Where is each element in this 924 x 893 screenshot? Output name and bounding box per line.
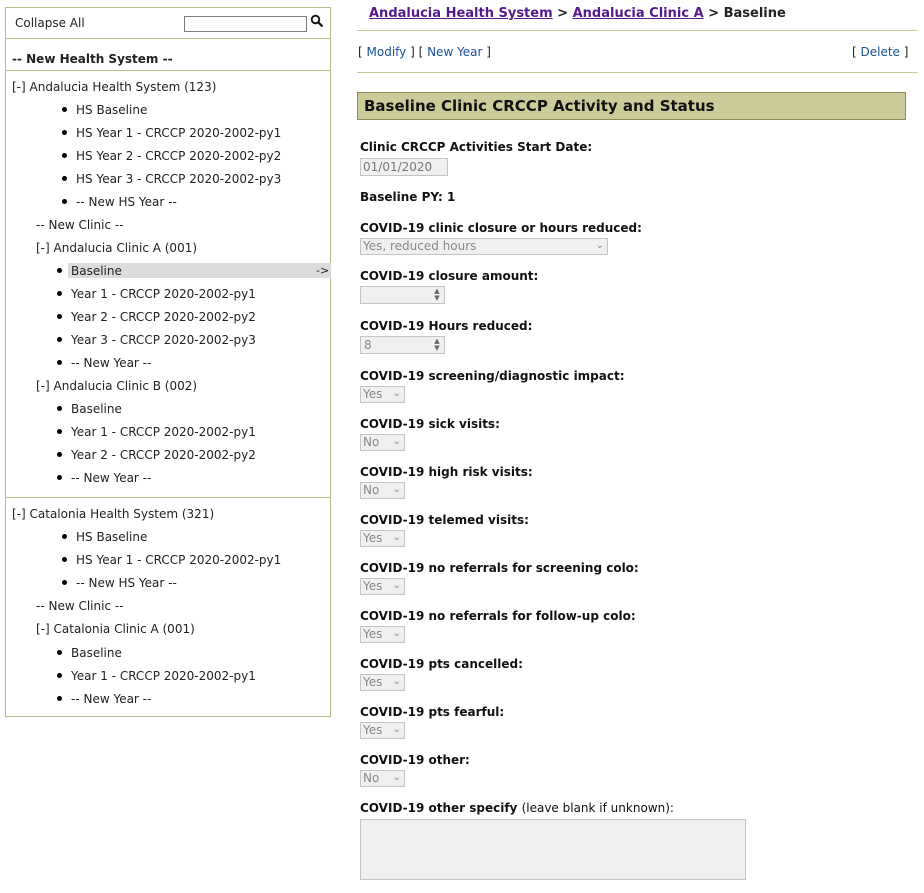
breadcrumb <box>369 6 786 21</box>
tree-search-input[interactable] <box>184 16 307 32</box>
bullet <box>57 452 62 457</box>
screening-select-value: Yes <box>363 387 383 401</box>
tree-hs-item[interactable]: HS Baseline <box>76 103 148 117</box>
closure-label: COVID-19 clinic closure or hours reduced: <box>360 221 642 235</box>
tree-year-item[interactable]: Year 1 - CRCCP 2020-2002-py1 <box>71 669 256 683</box>
tree-hs-item[interactable]: HS Year 3 - CRCCP 2020-2002-py3 <box>76 172 282 186</box>
no-referrals-screening-label: COVID-19 no referrals for screening colo: <box>360 561 639 575</box>
form-title: Baseline Clinic CRCCP Activity and Status <box>364 97 715 115</box>
breadcrumb-separator: > <box>557 6 569 21</box>
screening-select[interactable] <box>360 386 405 403</box>
delete-link[interactable]: Delete <box>860 45 900 59</box>
tree-system-andalucia[interactable]: [-] Andalucia Health System (123) <box>12 80 217 94</box>
tree-new-year[interactable]: -- New Year -- <box>71 471 152 485</box>
bullet <box>57 314 62 319</box>
hours-reduced-value: 8 <box>364 338 372 352</box>
chevron-down-icon: ⌄ <box>392 676 401 687</box>
hours-reduced-label: COVID-19 Hours reduced: <box>360 319 533 333</box>
tree-hs-item[interactable]: HS Year 2 - CRCCP 2020-2002-py2 <box>76 149 282 163</box>
bullet <box>62 153 67 158</box>
chevron-down-icon: ⌄ <box>392 724 401 735</box>
divider <box>357 30 918 31</box>
spinner-arrows-icon[interactable]: ▲ ▼ <box>434 287 440 302</box>
tree-year-item[interactable]: Baseline <box>71 402 122 416</box>
other-select-value: No <box>363 771 380 785</box>
form-title-bar <box>357 92 906 120</box>
bullet <box>57 650 62 655</box>
bullet <box>57 337 62 342</box>
pts-fearful-label: COVID-19 pts fearful: <box>360 705 505 719</box>
telemed-select-value: Yes <box>363 531 383 545</box>
tree-year-item[interactable]: Year 2 - CRCCP 2020-2002-py2 <box>71 448 256 462</box>
chevron-down-icon: ⌄ <box>392 580 401 591</box>
tree-clinic-andalucia-a[interactable]: [-] Andalucia Clinic A (001) <box>36 241 198 255</box>
action-links <box>358 45 491 59</box>
tree-clinic-andalucia-b[interactable]: [-] Andalucia Clinic B (002) <box>36 379 198 393</box>
tree-new-clinic[interactable]: -- New Clinic -- <box>36 218 124 232</box>
bracket: ] [ <box>406 45 428 59</box>
bullet <box>62 130 67 135</box>
bullet <box>57 360 62 365</box>
bracket: ] <box>899 45 909 59</box>
tree-new-year[interactable]: -- New Year -- <box>71 692 152 706</box>
other-label: COVID-19 other: <box>360 753 470 767</box>
breadcrumb-clinic-link[interactable]: Andalucia Clinic A <box>572 6 704 21</box>
modify-link[interactable]: Modify <box>366 45 407 59</box>
pts-cancelled-label: COVID-19 pts cancelled: <box>360 657 523 671</box>
other-specify-label-text: COVID-19 other specify <box>360 801 518 815</box>
bracket: ] <box>482 45 491 59</box>
new-year-link[interactable]: New Year <box>427 45 483 59</box>
bracket: [ <box>852 45 861 59</box>
breadcrumb-system-link[interactable]: Andalucia Health System <box>369 6 553 21</box>
closure-amount-label: COVID-19 closure amount: <box>360 269 539 283</box>
bullet <box>62 176 67 181</box>
chevron-down-icon: ⌄ <box>392 436 401 447</box>
pts-fearful-select[interactable] <box>360 722 405 739</box>
tree-hs-item[interactable]: HS Year 1 - CRCCP 2020-2002-py1 <box>76 553 282 567</box>
closure-select[interactable] <box>360 238 608 255</box>
sick-visits-label: COVID-19 sick visits: <box>360 417 500 431</box>
other-select[interactable] <box>360 770 405 787</box>
no-referrals-screening-value: Yes <box>363 579 383 593</box>
tree-year-item[interactable]: Year 1 - CRCCP 2020-2002-py1 <box>71 425 256 439</box>
tree-hs-item[interactable]: HS Baseline <box>76 530 148 544</box>
chevron-down-icon: ⌄ <box>392 628 401 639</box>
delete-action <box>852 45 908 59</box>
chevron-down-icon: ⌄ <box>392 388 401 399</box>
pts-fearful-value: Yes <box>363 723 383 737</box>
selected-arrow: -> <box>316 264 330 277</box>
baseline-py: Baseline PY: 1 <box>360 190 456 204</box>
bracket: [ <box>358 45 367 59</box>
bullet <box>62 557 67 562</box>
navigation-tree <box>5 7 331 717</box>
bullet <box>62 580 67 585</box>
tree-divider <box>6 497 330 498</box>
bullet <box>62 534 67 539</box>
tree-new-clinic[interactable]: -- New Clinic -- <box>36 599 124 613</box>
tree-year-item[interactable]: Year 1 - CRCCP 2020-2002-py1 <box>71 287 256 301</box>
other-specify-hint: (leave blank if unknown): <box>521 801 674 815</box>
collapse-all-link[interactable]: Collapse All <box>15 16 85 30</box>
bullet <box>57 429 62 434</box>
tree-year-item[interactable]: Year 3 - CRCCP 2020-2002-py3 <box>71 333 256 347</box>
tree-toolbar <box>6 8 330 39</box>
tree-clinic-catalonia-a[interactable]: [-] Catalonia Clinic A (001) <box>36 622 195 636</box>
breadcrumb-separator: > <box>708 6 720 21</box>
bullet <box>57 673 62 678</box>
bullet <box>62 199 67 204</box>
chevron-down-icon: ⌄ <box>392 532 401 543</box>
tree-year-item[interactable]: Year 2 - CRCCP 2020-2002-py2 <box>71 310 256 324</box>
tree-year-item[interactable]: Baseline <box>71 646 122 660</box>
no-referrals-followup-select[interactable] <box>360 626 405 643</box>
chevron-down-icon: ⌄ <box>392 484 401 495</box>
other-specify-textarea[interactable] <box>360 819 746 880</box>
bullet <box>57 475 62 480</box>
bullet <box>57 291 62 296</box>
telemed-label: COVID-19 telemed visits: <box>360 513 529 527</box>
search-icon[interactable] <box>310 14 324 28</box>
high-risk-select-value: No <box>363 483 380 497</box>
chevron-down-icon: ⌄ <box>595 240 604 251</box>
chevron-down-icon: ⌄ <box>392 772 401 783</box>
divider <box>357 72 918 73</box>
new-health-system-link[interactable]: -- New Health System -- <box>12 52 173 66</box>
no-referrals-screening-select[interactable] <box>360 578 405 595</box>
tree-divider <box>6 70 330 71</box>
bullet <box>62 107 67 112</box>
tree-hs-item[interactable]: HS Year 1 - CRCCP 2020-2002-py1 <box>76 126 282 140</box>
pts-cancelled-value: Yes <box>363 675 383 689</box>
high-risk-select[interactable] <box>360 482 405 499</box>
breadcrumb-current: Baseline <box>723 6 786 21</box>
high-risk-label: COVID-19 high risk visits: <box>360 465 533 479</box>
tree-system-catalonia[interactable]: [-] Catalonia Health System (321) <box>12 507 215 521</box>
bullet <box>57 696 62 701</box>
tree-new-hs-year[interactable]: -- New HS Year -- <box>76 576 177 590</box>
tree-year-item-selected[interactable]: Baseline <box>71 264 122 278</box>
bullet <box>57 268 62 273</box>
start-date-field[interactable]: 01/01/2020 <box>360 158 448 176</box>
spinner-arrows-icon[interactable]: ▲ ▼ <box>434 337 440 352</box>
hours-reduced-stepper[interactable] <box>360 336 445 354</box>
start-date-label: Clinic CRCCP Activities Start Date: <box>360 140 593 154</box>
closure-amount-stepper[interactable] <box>360 286 445 304</box>
no-referrals-followup-label: COVID-19 no referrals for follow-up colo: <box>360 609 636 623</box>
tree-new-year[interactable]: -- New Year -- <box>71 356 152 370</box>
sick-visits-select-value: No <box>363 435 380 449</box>
other-specify-label <box>360 801 674 815</box>
closure-select-value: Yes, reduced hours <box>363 239 477 253</box>
screening-label: COVID-19 screening/diagnostic impact: <box>360 369 625 383</box>
no-referrals-followup-value: Yes <box>363 627 383 641</box>
tree-new-hs-year[interactable]: -- New HS Year -- <box>76 195 177 209</box>
telemed-select[interactable] <box>360 530 405 547</box>
pts-cancelled-select[interactable] <box>360 674 405 691</box>
sick-visits-select[interactable] <box>360 434 405 451</box>
bullet <box>57 406 62 411</box>
